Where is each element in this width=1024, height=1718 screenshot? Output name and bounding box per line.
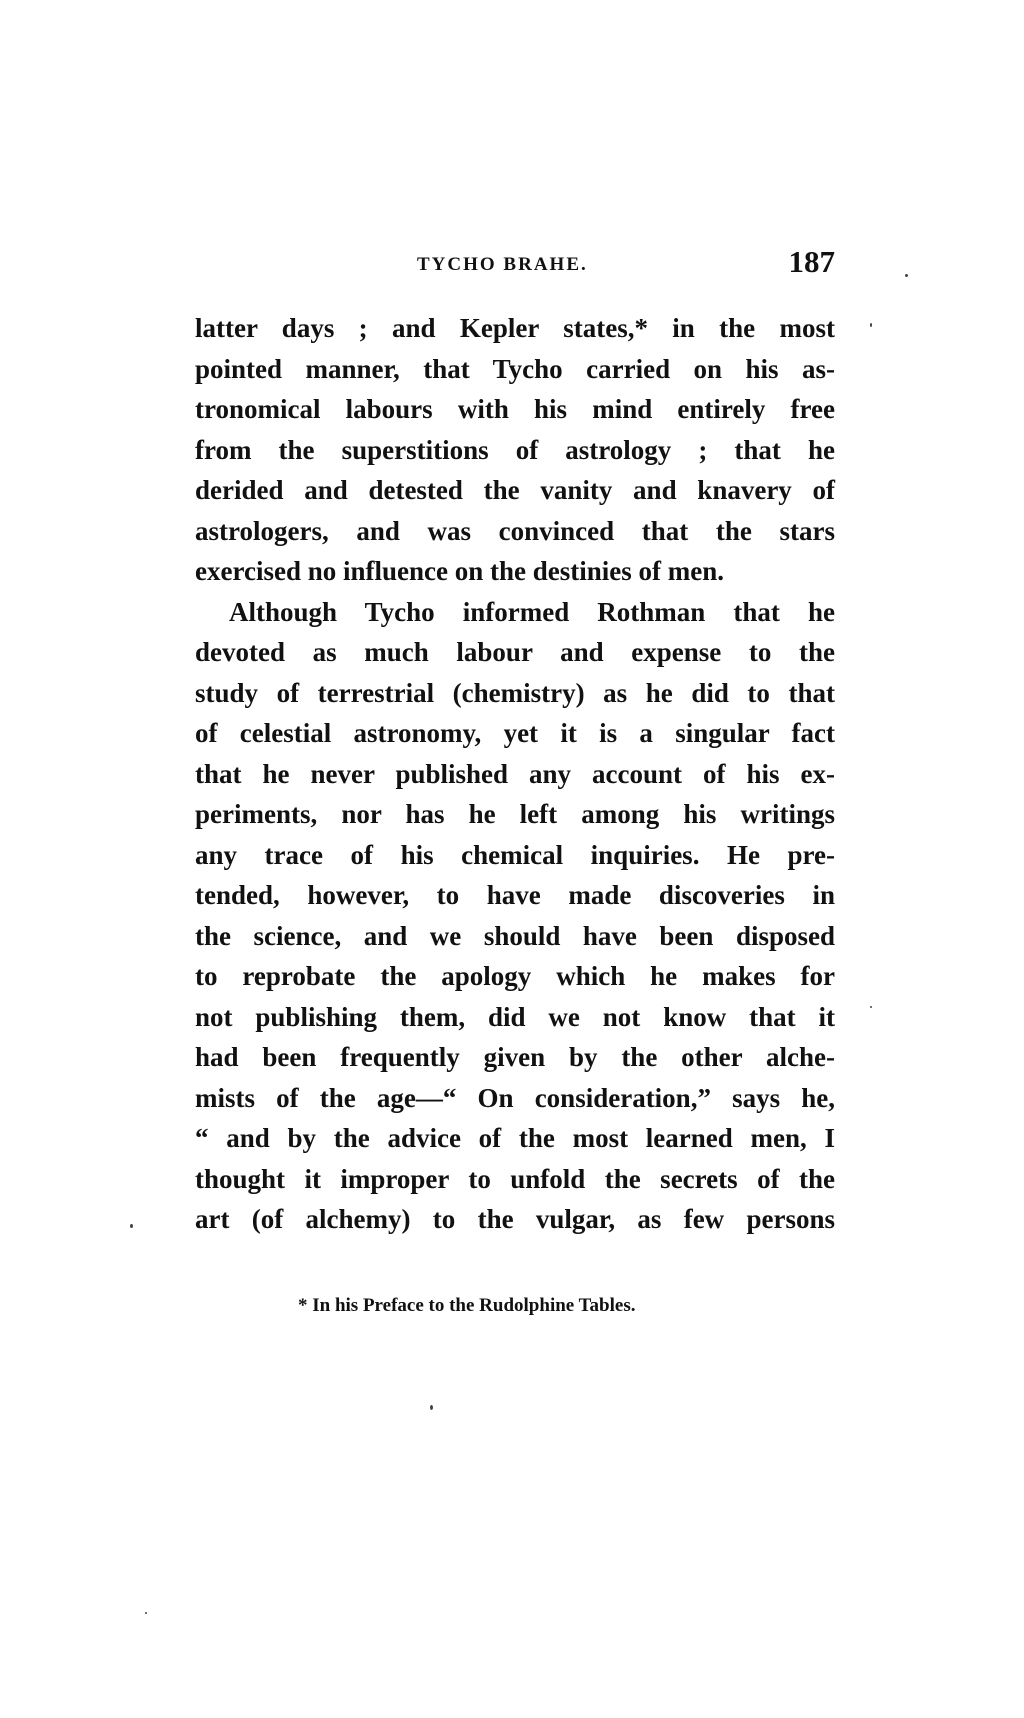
text-line: mists of the age—“ On consideration,” says he, — [195, 1082, 835, 1113]
text-line: devoted as much labour and expense to the — [195, 637, 835, 667]
scan-speck — [145, 1612, 147, 1614]
scan-speck — [430, 1405, 433, 1410]
text-line: “ and by the advice of the most learned men, I — [195, 1123, 835, 1153]
text-line: any trace of his chemical inquiries. He pre- — [195, 839, 835, 870]
scan-speck — [870, 323, 872, 327]
paragraph-1 — [195, 308, 835, 592]
page-number: 187 — [788, 244, 835, 279]
footnote: * In his Preface to the Rudolphine Tables. — [298, 1295, 636, 1316]
scan-speck — [905, 274, 908, 277]
text-line: study of terrestrial (chemistry) as he did to that — [195, 677, 835, 708]
body-text — [195, 308, 835, 1240]
text-line: tronomical labours with his mind entirely free — [195, 394, 835, 424]
text-line: the science, and we should have been disposed — [195, 920, 835, 951]
text-line: from the superstitions of astrology ; that he — [195, 434, 835, 465]
text-line: thought it improper to unfold the secrets of the — [195, 1163, 835, 1194]
text-line: latter days ; and Kepler states,* in the most — [195, 313, 835, 343]
text-line: Although Tycho informed Rothman that he — [229, 596, 835, 627]
text-line: astrologers, and was convinced that the stars — [195, 515, 835, 546]
text-line: to reprobate the apology which he makes for — [195, 961, 835, 991]
text-line: periments, nor has he left among his writings — [195, 799, 835, 829]
scan-speck — [870, 1006, 872, 1008]
text-line: exercised no influence on the destinies of men. — [195, 556, 724, 586]
scan-speck — [130, 1224, 133, 1228]
paragraph-2 — [195, 592, 835, 1240]
text-line: not publishing them, did we not know that it — [195, 1001, 835, 1032]
text-line: had been frequently given by the other alche- — [195, 1042, 835, 1072]
text-line: art (of alchemy) to the vulgar, as few persons — [195, 1204, 835, 1234]
running-head — [195, 244, 835, 288]
text-line: pointed manner, that Tycho carried on his as- — [195, 353, 835, 384]
text-line: of celestial astronomy, yet it is a singular fact — [195, 718, 835, 748]
text-line: tended, however, to have made discoveries in — [195, 880, 835, 910]
running-title: TYCHO BRAHE. — [417, 254, 588, 275]
text-line: that he never published any account of his ex- — [195, 758, 835, 789]
text-line: derided and detested the vanity and knavery of — [195, 475, 835, 505]
